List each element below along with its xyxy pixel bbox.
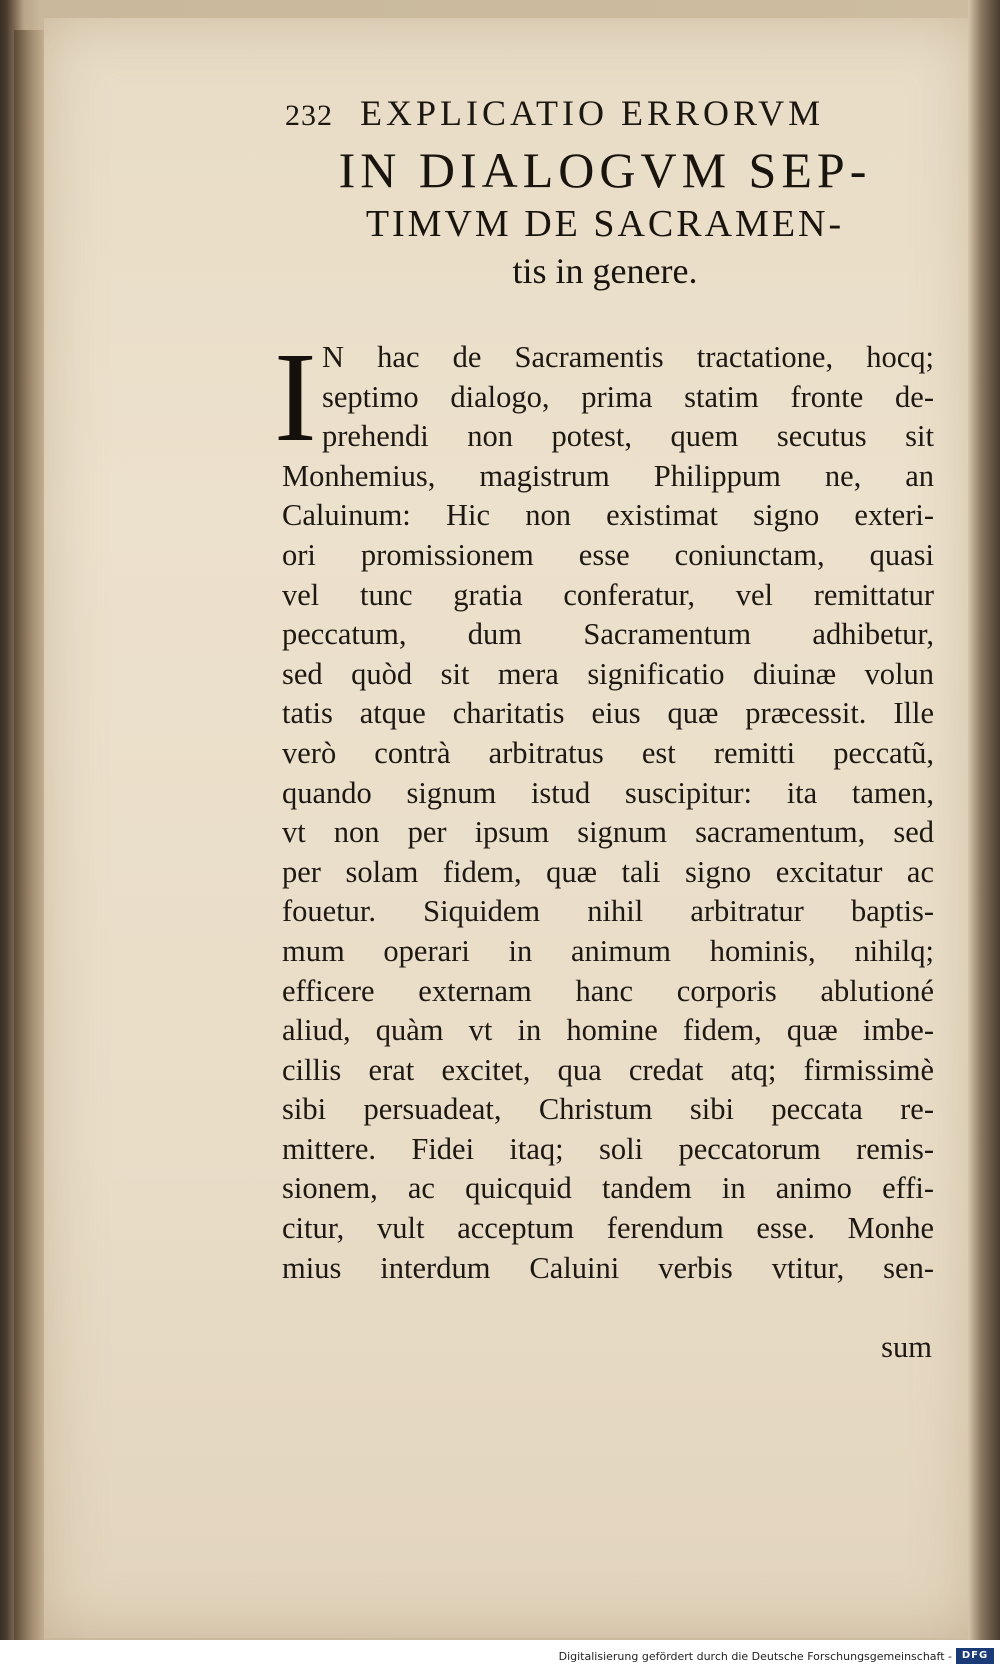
page-right-edge [968,0,1000,1640]
catchword: sum [881,1330,932,1364]
text-line: mius interdum Caluini verbis vtitur, sen- [282,1250,934,1285]
footer-credit: Digitalisierung gefördert durch die Deutsche Forschungsgemeinschaft - [558,1650,952,1663]
section-title [280,140,930,294]
text-line: sed quòd sit mera significatio diuinæ volun [282,656,934,691]
title-line-2: TIMVM DE SACRAMEN- [365,203,845,245]
running-head-text: EXPLICATIO ERRORVM [360,93,825,133]
text-line: sibi persuadeat, Christum sibi peccata re- [282,1092,934,1127]
text-line: quando signum istud suscipitur: ita tamen, [282,775,934,810]
text-line: per solam fidem, quæ tali signo excitatur ac [282,854,934,889]
running-head [285,92,905,134]
dfg-logo: DFG [956,1648,994,1664]
text-line: tatis atque charitatis eius quæ præcessit. Ille [282,696,934,731]
text-line: Caluinum: Hic non existimat signo exteri- [282,498,934,533]
text-line: mittere. Fidei itaq; soli peccatorum remis- [282,1131,934,1166]
text-line: fouetur. Siquidem nihil arbitratur baptis- [282,894,934,929]
text-line: cillis erat excitet, qua credat atq; firmissimè [282,1052,934,1087]
text-line: efficere externam hanc corporis ablutioné [282,973,934,1008]
text-line: vel tunc gratia conferatur, vel remittatur [282,577,934,612]
text-line: peccatum, dum Sacramentum adhibetur, [282,617,934,652]
body-text [282,338,934,1288]
text-line: N hac de Sacramentis tractatione, hocq; [322,340,934,374]
title-line-1: IN DIALOGVM SEP- [338,142,872,198]
text-line: ori promissionem esse coniunctam, quasi [282,537,934,572]
page-number: 232 [285,99,333,132]
page-gutter-shadow [14,30,44,1640]
text-line: verò contrà arbitratus est remitti peccatũ, [282,735,934,770]
text-line: mum operari in animum hominis, nihilq; [282,933,934,968]
text-line: septimo dialogo, prima statim fronte de- [322,379,934,414]
text-line: citur, vult acceptum ferendum esse. Monhe [282,1211,934,1246]
text-line: vt non per ipsum signum sacramentum, sed [282,815,934,850]
title-line-3: tis in genere. [512,251,698,291]
text-line: prehendi non potest, quem secutus sit [322,419,934,454]
text-line: sionem, ac quicquid tandem in animo effi- [282,1171,934,1206]
text-line: aliud, quàm vt in homine fidem, quæ imbe- [282,1013,934,1048]
drop-cap: I [274,326,317,468]
text-line: Monhemius, magistrum Philippum ne, an [282,458,934,493]
